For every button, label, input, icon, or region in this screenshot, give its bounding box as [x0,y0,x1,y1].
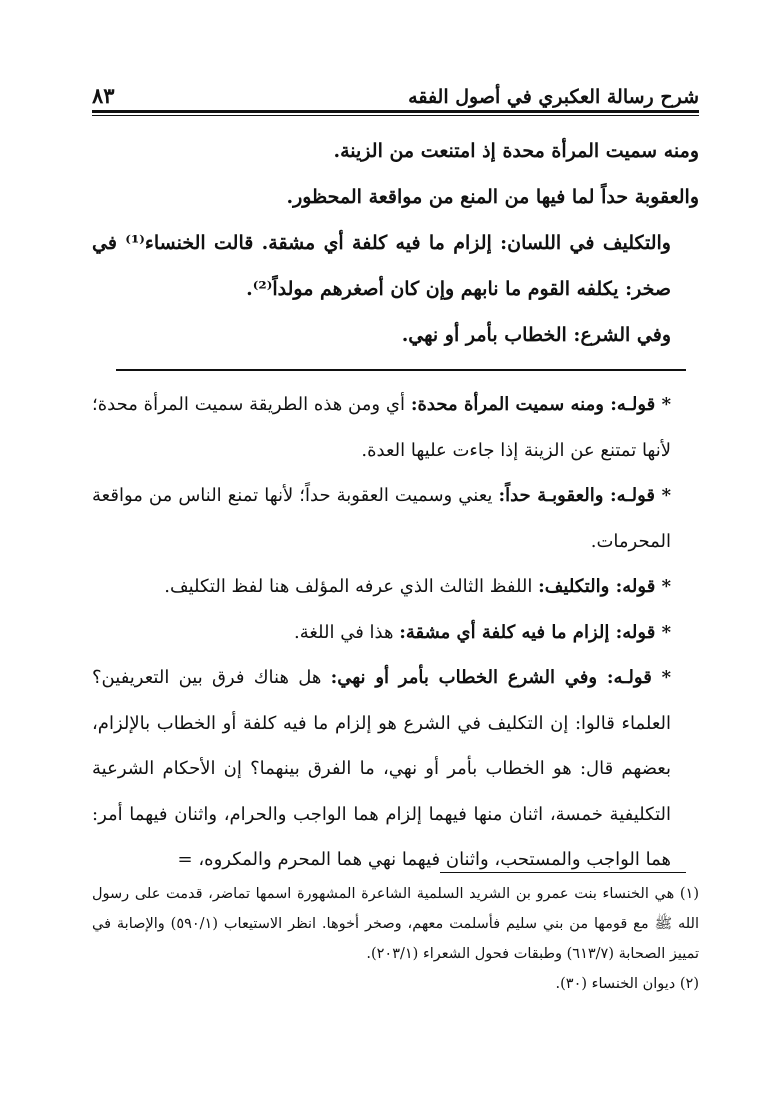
commentary-item-2 [92,473,699,564]
main-paragraph-4: وفي الشرع: الخطاب بأمر أو نهي. [401,324,671,346]
footnotes [92,879,699,999]
commentary-text: يعني وسميت العقوبة حداً؛ لأنها تمنع الناس من مواقعة المحرمات. [92,485,671,552]
footnote-1: (١) هي الخنساء بنت عمرو بن الشريد السلمية الشاعرة المشهورة اسمها تماضر، قدمت على رسول الله ﷺ مع قومها من بني سليم فأسلمت معهم، وصخر أخوها. انظر الاستيعاب (٥٩٠/١) والإصابة في تمييز الصحابة (٦١٣/٧) وطبقات فحول الشعراء (٢٠٣/١). [92,886,699,962]
commentary-lead: * قوله: إلزام ما فيه كلفة أي مشقة: [399,621,671,643]
header-rule-thick [92,110,699,113]
commentary-text: هل هناك فرق بين التعريفين؟ العلماء قالوا: إن التكليف في الشرع هو إلزام ما فيه كلفة أو الخطاب بالإلزام، بعضهم قال: هو الخطاب بأمر أو نهي، ما الفرق بينهما؟ إن الأحكام الشرعية التكليفية خمسة، اثنان منها فيهما إلزام هما الواجب والحرام، واثنان فيهما أمر: هما الواجب والمستحب، واثنان فيهما نهي هما المحرم والمكروه، = [92,667,671,870]
commentary-lead: * قولـه: وفي الشرع الخطاب بأمر أو نهي: [330,667,671,688]
commentary-lead: * قولـه: والعقوبـة حداً: [498,485,671,506]
commentary-text: هذا في اللغة. [293,621,400,643]
main-paragraph-3: والتكليف في اللسان: إلزام ما فيه كلفة أي مشقة. قالت الخنساء⁽¹⁾ في صخر: يكلفه القوم ما نابهم وإن كان أصغرهم مولداً⁽²⁾. [92,232,671,300]
page-header [92,78,699,108]
header-rule-thin [92,115,699,116]
commentary-text: أي ومن هذه الطريقة سميت المرأة محدة؛ لأنها تمتنع عن الزينة إذا جاءت عليها العدة. [92,394,671,461]
footnote-separator [440,872,686,873]
commentary-item-4 [92,610,699,656]
commentary-item-5 [92,655,699,883]
main-paragraph-1: ومنه سميت المرأة محدة إذ امتنعت من الزينة. [333,140,699,162]
main-text [92,128,699,358]
commentary-item-3 [92,564,699,610]
main-paragraph-2: والعقوبة حداً لما فيها من المنع من مواقعة المحظور. [286,186,699,208]
commentary [92,382,699,883]
text-commentary-separator [116,369,686,371]
commentary-item-1 [92,382,699,473]
running-title: شرح رسالة العكبري في أصول الفقه [408,86,699,108]
footnote-2: (٢) ديوان الخنساء (٣٠). [555,976,699,992]
page-number: ٨٣ [92,83,115,108]
commentary-lead: * قوله: والتكليف: [538,576,671,597]
commentary-text: اللفظ الثالث الذي عرفه المؤلف هنا لفظ التكليف. [164,576,539,597]
commentary-lead: * قولـه: ومنه سميت المرأة محدة: [410,394,671,415]
